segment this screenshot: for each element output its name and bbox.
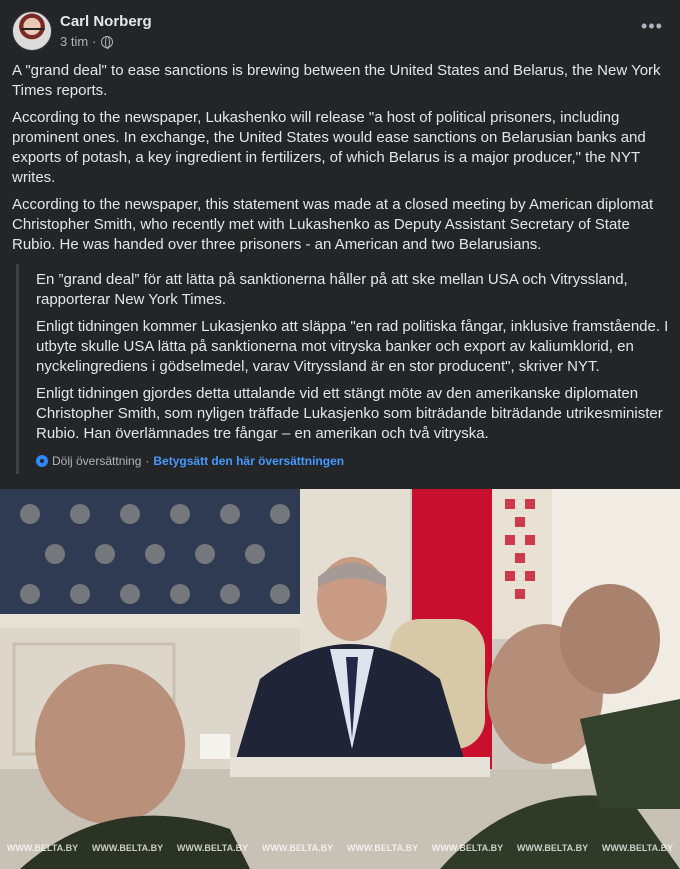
post-header [0, 0, 680, 60]
post-paragraph-2: According to the newspaper, Lukashenko will release "a host of political prisoners, including prominent ones. In exchange, the United States would ease sanctions on Belarusian banks and exports of potash, a key ingredient in fertilizers, of which Belarus is a major producer," the NYT writes. [12, 109, 646, 186]
more-options-button[interactable]: ••• [641, 16, 663, 36]
translation-footer [36, 454, 344, 468]
post-time[interactable]: 3 tim [60, 34, 89, 49]
translation-paragraph-2: Enligt tidningen kommer Lukasjenko att släppa "en rad politiska fångar, inklusive framstående. I utbyte skulle USA lätta på sanktionerna mot vitryska banker och export av kaliumklorid, en nyckelingrediens i gödselmedel, varav Vitryssland är en stor producent", skriver NYT. [36, 318, 669, 375]
watermark: WWW.BELTA.BY [516, 843, 589, 853]
post-paragraph-3: According to the newspaper, this statement was made at a closed meeting by American diplomat Christopher Smith, who recently met with Lukashenko as Deputy Assistant Secretary of State Rubio. He was handed over three prisoners - an American and two Belarusians. [12, 196, 654, 253]
rate-translation-link[interactable]: Betygsätt den här översättningen [153, 454, 345, 468]
translation-paragraph-1: En ”grand deal” för att lätta på sanktionerna håller på att ske mellan USA och Vitryssland, rapporterar New York Times. [36, 271, 628, 308]
watermark: WWW.BELTA.BY [91, 843, 164, 853]
watermark: WWW.BELTA.BY [601, 843, 674, 853]
hide-translation-link[interactable]: Dölj översättning [52, 454, 142, 468]
meta-separator: · [92, 34, 97, 49]
post-meta [60, 34, 113, 49]
gear-icon [36, 455, 48, 467]
post-paragraph-1: A "grand deal" to ease sanctions is brewing between the United States and Belarus, the New York Times reports. [12, 62, 661, 99]
translation-block [16, 264, 668, 474]
watermark: WWW.BELTA.BY [431, 843, 504, 853]
watermark: WWW.BELTA.BY [346, 843, 419, 853]
photo-illustration [0, 489, 680, 869]
watermark: WWW.BELTA.BY [261, 843, 334, 853]
author-name[interactable]: Carl Norberg [60, 13, 152, 30]
watermark: WWW.BELTA.BY [6, 843, 79, 853]
translation-paragraph-3: Enligt tidningen gjordes detta uttalande vid ett stängt möte av den amerikanske diplomaten Christopher Smith, som nyligen träffade Lukasjenko som biträdande biträdande utrikesminister Rubio. Han överlämnades tre fångar – en amerikan och två vitryska. [36, 385, 663, 442]
globe-icon[interactable] [101, 36, 113, 48]
watermark: WWW.BELTA.BY [176, 843, 249, 853]
post-photo[interactable] [0, 489, 680, 869]
watermark-strip [0, 843, 680, 859]
author-avatar[interactable] [12, 11, 52, 51]
footer-separator: · [145, 454, 150, 468]
